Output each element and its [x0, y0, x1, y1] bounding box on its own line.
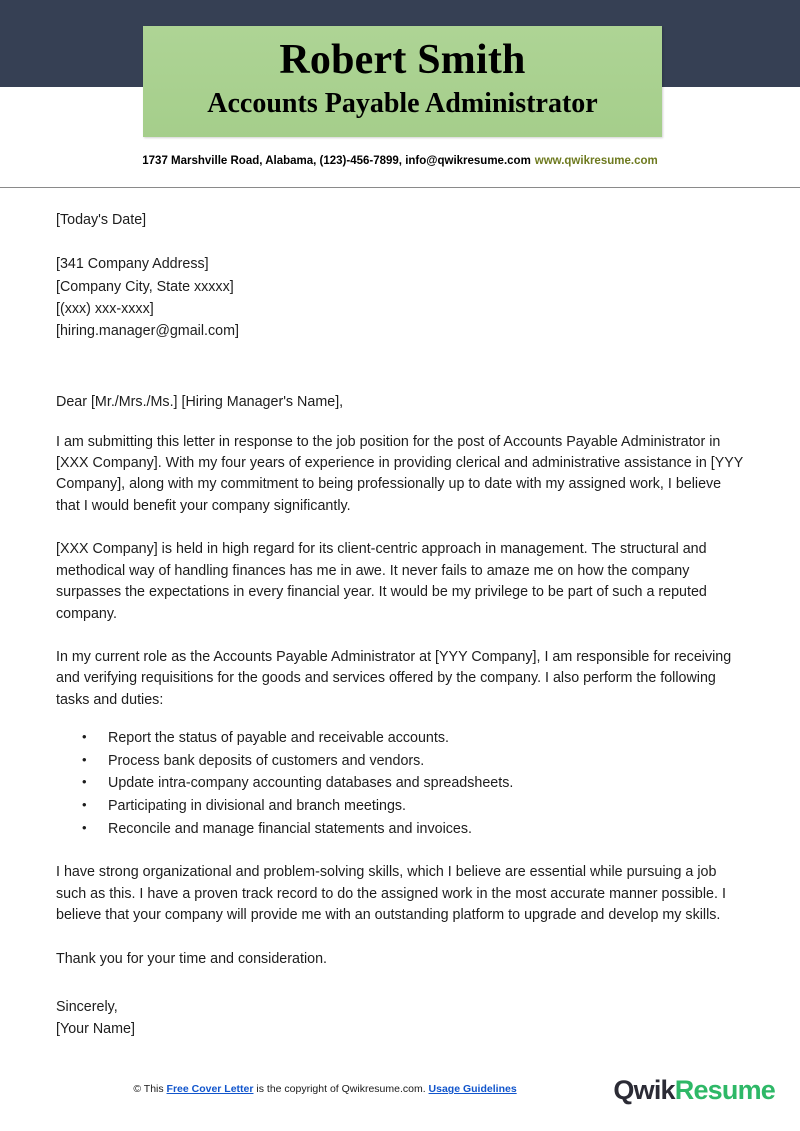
signature-name: [Your Name]: [56, 1021, 135, 1038]
recipient-phone-line: [(xxx) xxx-xxxx]: [56, 300, 154, 317]
list-item: [56, 818, 744, 841]
list-item-label: Process bank deposits of customers and vendors.: [108, 752, 425, 769]
thank-you-line: Thank you for your time and consideration.: [56, 950, 327, 967]
recipient-city-line: [Company City, State xxxxx]: [56, 278, 234, 295]
paragraph-skills: I have strong organizational and problem-solving skills, which I believe are essential while pursuing a job such as this. I have a proven track record to do the assigned work in the most accurate manner possible. I believe that your company will provide me with an outstanding platform to upgrade and develop my skills.: [56, 864, 726, 924]
list-item-label: Update intra-company accounting databases and spreadsheets.: [108, 775, 514, 792]
duties-list: [56, 727, 744, 840]
paragraph-intro: I am submitting this letter in response to the job position for the post of Accounts Payable Administrator in [XXX Company]. With my four years of experience in providing clerical and administrative assistance in [YYY Company], along with my commitment to being professionally up to date with my assigned work, I believe that I would benefit your company significantly.: [56, 433, 744, 514]
date-line: [Today's Date]: [56, 212, 147, 228]
list-item: [56, 727, 744, 750]
list-item: [56, 750, 744, 773]
logo-text-qwik: Qwik: [613, 1075, 675, 1105]
bullet-icon: •: [82, 774, 87, 790]
list-item-label: Report the status of payable and receivable accounts.: [108, 730, 449, 747]
salutation: Dear [Mr./Mrs./Ms.] [Hiring Manager's Name],: [56, 394, 344, 411]
candidate-name: Robert Smith: [279, 37, 526, 84]
bullet-icon: •: [82, 751, 87, 767]
closing-line: Sincerely,: [56, 998, 118, 1015]
name-title-box: [143, 26, 662, 137]
signoff-block: [56, 996, 744, 1040]
paragraph-current-role: In my current role as the Accounts Payable Administrator at [YYY Company], I am responsible for receiving and verifying requisitions for the goods and services offered by the company. I also perform the following tasks and duties:: [56, 649, 732, 708]
letter-body: [56, 210, 744, 1040]
logo-text-resume: Resume: [674, 1075, 775, 1105]
list-item-label: Participating in divisional and branch meetings.: [108, 798, 407, 815]
recipient-address-block: [56, 253, 744, 342]
letter-header: [0, 0, 800, 188]
bullet-icon: •: [82, 729, 87, 745]
letter-footer: [0, 1063, 800, 1131]
qwikresume-logo[interactable]: [613, 1075, 775, 1106]
contact-info-line: [0, 155, 800, 167]
list-item: [56, 772, 744, 795]
bullet-icon: •: [82, 819, 87, 835]
contact-website-link[interactable]: www.qwikresume.com: [534, 155, 658, 167]
recipient-address-line: [341 Company Address]: [56, 256, 209, 273]
usage-guidelines-link[interactable]: Usage Guidelines: [428, 1083, 517, 1095]
paragraph-company-praise: [XXX Company] is held in high regard for its client-centric approach in management. The structural and methodical way of handling finances has me in awe. It never fails to amaze me on how the company surpasses the expectations in every financial year. It would be my privilege to be part of such a reputed company.: [56, 541, 707, 622]
copyright-prefix-text: © This: [133, 1083, 167, 1095]
free-cover-letter-link[interactable]: Free Cover Letter: [166, 1083, 254, 1095]
list-item: [56, 795, 744, 818]
header-divider-rule: [0, 187, 800, 188]
candidate-job-title: Accounts Payable Administrator: [207, 88, 598, 120]
bullet-icon: •: [82, 797, 87, 813]
list-item-label: Reconcile and manage financial statements and invoices.: [108, 820, 472, 837]
contact-details-text: 1737 Marshville Road, Alabama, (123)-456-7899, info@qwikresume.com: [142, 155, 531, 167]
recipient-email-line: [hiring.manager@gmail.com]: [56, 322, 239, 339]
copyright-middle-text: is the copyright of Qwikresume.com.: [253, 1083, 429, 1095]
